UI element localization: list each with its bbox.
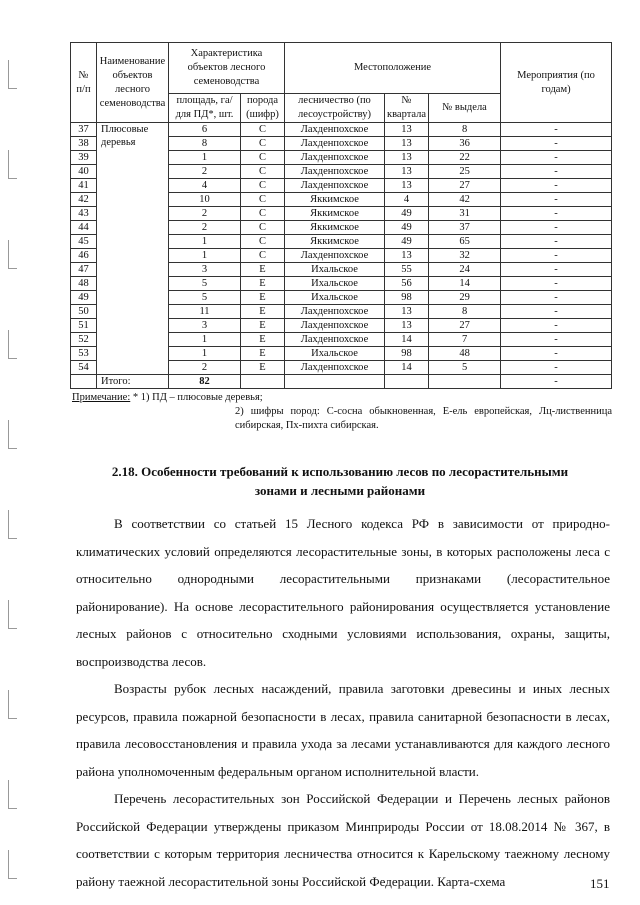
species-cell: С: [241, 221, 285, 235]
section-cell: 24: [429, 263, 501, 277]
forestry-cell: Яккимское: [285, 193, 385, 207]
row-number: 41: [71, 179, 97, 193]
area-cell: 1: [169, 151, 241, 165]
section-heading: 2.18. Особенности требований к использованию лесов по лесорастительными зонами и лесными районами: [111, 464, 569, 498]
forestry-cell: Лахденпохское: [285, 151, 385, 165]
forestry-cell: Лахденпохское: [285, 305, 385, 319]
section-cell: 37: [429, 221, 501, 235]
page-number: 151: [590, 876, 610, 891]
measures-cell: -: [501, 263, 612, 277]
section-cell: 32: [429, 249, 501, 263]
seed-objects-table: [70, 42, 612, 389]
group-name: Плюсовые деревья: [97, 123, 169, 375]
section-cell: 14: [429, 277, 501, 291]
area-cell: 1: [169, 333, 241, 347]
section-cell: 8: [429, 123, 501, 137]
species-cell: Е: [241, 263, 285, 277]
row-number: 53: [71, 347, 97, 361]
quarter-cell: 13: [385, 137, 429, 151]
area-cell: 2: [169, 361, 241, 375]
row-number: 37: [71, 123, 97, 137]
species-cell: Е: [241, 361, 285, 375]
species-cell: С: [241, 249, 285, 263]
area-cell: 4: [169, 179, 241, 193]
total-value: 82: [169, 375, 241, 389]
section-cell: 25: [429, 165, 501, 179]
measures-cell: -: [501, 249, 612, 263]
total-label: Итого:: [97, 375, 169, 389]
area-cell: 2: [169, 165, 241, 179]
total-measures: -: [501, 375, 612, 389]
scan-mark: [8, 240, 17, 269]
measures-cell: -: [501, 221, 612, 235]
row-number: 47: [71, 263, 97, 277]
header-species: порода (шифр): [241, 94, 285, 123]
area-cell: 2: [169, 207, 241, 221]
row-number: 45: [71, 235, 97, 249]
note-line-1: * 1) ПД – плюсовые деревья;: [132, 392, 263, 403]
note-line-2: 2) шифры пород: С-сосна обыкновенная, Е-ель европейская, Лц-лиственница сибирская, Пх-пихта сибирская.: [235, 406, 612, 431]
section-cell: 29: [429, 291, 501, 305]
measures-cell: -: [501, 193, 612, 207]
table-note: [72, 391, 263, 405]
scan-mark: [8, 60, 17, 89]
species-cell: Е: [241, 319, 285, 333]
row-number: 52: [71, 333, 97, 347]
measures-cell: -: [501, 305, 612, 319]
quarter-cell: 13: [385, 123, 429, 137]
area-cell: 3: [169, 319, 241, 333]
section-cell: 22: [429, 151, 501, 165]
header-num: № п/п: [71, 43, 97, 123]
scan-mark: [8, 850, 17, 879]
row-number: 43: [71, 207, 97, 221]
header-area: площадь, га/ для ПД*, шт.: [169, 94, 241, 123]
area-cell: 6: [169, 123, 241, 137]
section-cell: 31: [429, 207, 501, 221]
quarter-cell: 13: [385, 249, 429, 263]
section-cell: 42: [429, 193, 501, 207]
quarter-cell: 13: [385, 319, 429, 333]
scan-mark: [8, 420, 17, 449]
area-cell: 8: [169, 137, 241, 151]
section-cell: 27: [429, 179, 501, 193]
quarter-cell: 14: [385, 333, 429, 347]
header-location: Местоположение: [285, 43, 501, 94]
area-cell: 1: [169, 249, 241, 263]
row-number: 39: [71, 151, 97, 165]
measures-cell: -: [501, 333, 612, 347]
section-cell: 36: [429, 137, 501, 151]
measures-cell: -: [501, 361, 612, 375]
measures-cell: -: [501, 151, 612, 165]
species-cell: Е: [241, 305, 285, 319]
header-measures: Мероприятия (по годам): [501, 43, 612, 123]
measures-cell: -: [501, 123, 612, 137]
area-cell: 11: [169, 305, 241, 319]
quarter-cell: 13: [385, 179, 429, 193]
row-number: 49: [71, 291, 97, 305]
measures-cell: -: [501, 235, 612, 249]
section-cell: 27: [429, 319, 501, 333]
species-cell: С: [241, 165, 285, 179]
row-number: 54: [71, 361, 97, 375]
row-number: 38: [71, 137, 97, 151]
scan-mark: [8, 150, 17, 179]
species-cell: Е: [241, 347, 285, 361]
section-cell: 5: [429, 361, 501, 375]
row-number: 40: [71, 165, 97, 179]
species-cell: С: [241, 137, 285, 151]
header-section: № выдела: [429, 94, 501, 123]
forestry-cell: Яккимское: [285, 207, 385, 221]
section-cell: 48: [429, 347, 501, 361]
measures-cell: -: [501, 207, 612, 221]
measures-cell: -: [501, 165, 612, 179]
species-cell: С: [241, 123, 285, 137]
measures-cell: -: [501, 277, 612, 291]
forestry-cell: Лахденпохское: [285, 123, 385, 137]
forestry-cell: Лахденпохское: [285, 361, 385, 375]
area-cell: 3: [169, 263, 241, 277]
quarter-cell: 13: [385, 165, 429, 179]
note-label: Примечание:: [72, 392, 131, 403]
species-cell: Е: [241, 277, 285, 291]
forestry-cell: Ихальское: [285, 291, 385, 305]
species-cell: Е: [241, 333, 285, 347]
header-characteristics: Характеристика объектов лесного семеноводства: [169, 43, 285, 94]
table-row: [71, 123, 612, 137]
forestry-cell: Яккимское: [285, 235, 385, 249]
row-number: 44: [71, 221, 97, 235]
forestry-cell: Лахденпохское: [285, 249, 385, 263]
area-cell: 2: [169, 221, 241, 235]
measures-cell: -: [501, 137, 612, 151]
forestry-cell: Ихальское: [285, 277, 385, 291]
quarter-cell: 98: [385, 347, 429, 361]
body-text: [76, 510, 610, 895]
species-cell: С: [241, 207, 285, 221]
forestry-cell: Лахденпохское: [285, 165, 385, 179]
species-cell: С: [241, 193, 285, 207]
empty-cell: [285, 375, 385, 389]
row-number: 50: [71, 305, 97, 319]
empty-cell: [429, 375, 501, 389]
species-cell: Е: [241, 291, 285, 305]
area-cell: 5: [169, 291, 241, 305]
measures-cell: -: [501, 347, 612, 361]
species-cell: С: [241, 151, 285, 165]
measures-cell: -: [501, 179, 612, 193]
total-row: [71, 375, 612, 389]
paragraph: Перечень лесорастительных зон Российской Федерации и Перечень лесных районов Российской Федерации утверждены приказом Минприроды России от 18.08.2014 № 367, в соответствии с которым территория лесничества относится к Карельскому таежному лесному району таежной лесорастительной зоны Российской Федерации. Карта-схема: [76, 791, 610, 889]
quarter-cell: 13: [385, 151, 429, 165]
scan-mark: [8, 780, 17, 809]
quarter-cell: 13: [385, 305, 429, 319]
section-cell: 8: [429, 305, 501, 319]
area-cell: 5: [169, 277, 241, 291]
header-forestry: лесничество (по лесоустройству): [285, 94, 385, 123]
empty-cell: [71, 375, 97, 389]
area-cell: 10: [169, 193, 241, 207]
quarter-cell: 56: [385, 277, 429, 291]
row-number: 48: [71, 277, 97, 291]
section-cell: 65: [429, 235, 501, 249]
paragraph: Возрасты рубок лесных насаждений, правила заготовки древесины и иных лесных ресурсов, правила пожарной безопасности в лесах, правила санитарной безопасности в лесах, правила лесовосстановления и правила ухода за лесами устанавливаются для каждого лесного района уполномоченным федеральным органом исполнительной власти.: [76, 681, 610, 779]
quarter-cell: 4: [385, 193, 429, 207]
section-cell: 7: [429, 333, 501, 347]
measures-cell: -: [501, 319, 612, 333]
empty-cell: [385, 375, 429, 389]
scan-mark: [8, 510, 17, 539]
forestry-cell: Лахденпохское: [285, 333, 385, 347]
header-name: Наименование объектов лесного семеноводства: [97, 43, 169, 123]
species-cell: С: [241, 179, 285, 193]
forestry-cell: Яккимское: [285, 221, 385, 235]
area-cell: 1: [169, 347, 241, 361]
area-cell: 1: [169, 235, 241, 249]
scan-mark: [8, 330, 17, 359]
quarter-cell: 98: [385, 291, 429, 305]
forestry-cell: Лахденпохское: [285, 319, 385, 333]
row-number: 51: [71, 319, 97, 333]
species-cell: С: [241, 235, 285, 249]
row-number: 42: [71, 193, 97, 207]
measures-cell: -: [501, 291, 612, 305]
forestry-cell: Лахденпохское: [285, 179, 385, 193]
quarter-cell: 49: [385, 221, 429, 235]
forestry-cell: Лахденпохское: [285, 137, 385, 151]
paragraph: В соответствии со статьей 15 Лесного кодекса РФ в зависимости от природно-климатических условий определяются лесорастительные зоны, в которых расположены леса с относительно однородными лесорастительными признаками (лесорастительное районирование). На основе лесорастительного районирования осуществляется установление лесных районов с относительно сходными условиями использования, охраны, защиты, воспроизводства лесов.: [76, 516, 610, 669]
forestry-cell: Ихальское: [285, 347, 385, 361]
scan-mark: [8, 690, 17, 719]
quarter-cell: 14: [385, 361, 429, 375]
row-number: 46: [71, 249, 97, 263]
header-quarter: № квартала: [385, 94, 429, 123]
forestry-cell: Ихальское: [285, 263, 385, 277]
scan-mark: [8, 600, 17, 629]
quarter-cell: 49: [385, 207, 429, 221]
empty-cell: [241, 375, 285, 389]
quarter-cell: 49: [385, 235, 429, 249]
quarter-cell: 55: [385, 263, 429, 277]
